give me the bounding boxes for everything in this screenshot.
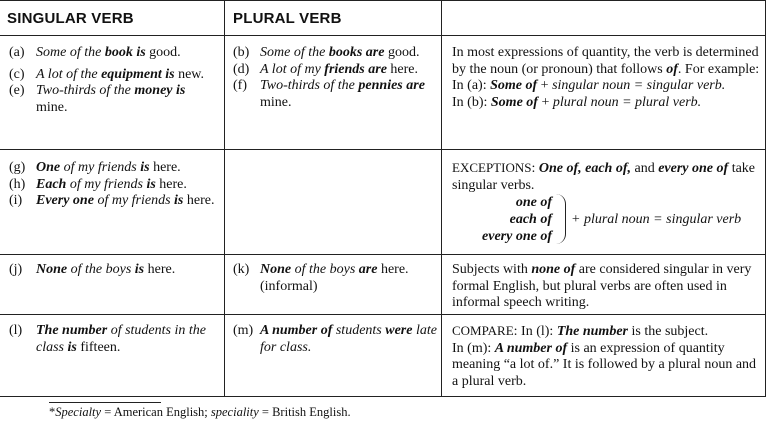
example-d	[233, 62, 433, 79]
explanation-span: is an expression of quantity meaning “a lot of.” It is followed by a plural noun and a plural verb.	[452, 340, 757, 389]
example-label: (b)	[233, 45, 250, 60]
footnote-text: = American English;	[101, 405, 211, 419]
row3-singular-cell	[9, 262, 219, 279]
explanation-span: : In (l):	[513, 324, 557, 339]
example-emphasis: money is	[134, 83, 186, 98]
example-label: (j)	[9, 262, 23, 277]
phrase-one-of: one of	[515, 195, 552, 210]
row4-plural-cell	[233, 323, 438, 356]
example-text: late for class.	[260, 323, 437, 355]
example-emphasis: One	[36, 160, 61, 175]
example-emphasis: are	[358, 262, 378, 277]
explanation-emphasis: One of, each of,	[538, 161, 631, 176]
example-emphasis: is	[146, 176, 156, 192]
rule-formula: plural noun = plural verb.	[552, 94, 702, 110]
explanation-span: is the subject.	[628, 324, 709, 339]
example-emphasis: None	[36, 262, 68, 277]
rule-a	[452, 78, 760, 95]
example-text: fifteen.	[76, 339, 121, 355]
explanation-span: In (m):	[452, 340, 495, 356]
example-text: Some of the	[260, 45, 329, 60]
exceptions-label: EXCEPTIONS	[452, 160, 532, 175]
example-emphasis: friends are	[324, 61, 387, 77]
explanation-emphasis: The number	[556, 324, 628, 339]
explanation-emphasis: every one of	[658, 161, 729, 176]
example-emphasis: Each	[36, 176, 67, 192]
singular-verb-result: + plural noun = singular verb	[571, 212, 742, 227]
example-label: (f)	[233, 78, 247, 93]
footnote-rule	[49, 402, 161, 403]
compare-detail	[452, 341, 760, 391]
example-emphasis: is	[67, 339, 77, 355]
example-emphasis: book is	[104, 45, 146, 60]
example-text: new.	[174, 66, 205, 82]
explanation-span: take singular verbs.	[452, 161, 756, 193]
example-emphasis: books are	[328, 45, 385, 60]
footnote-marker: *	[49, 405, 56, 419]
informal-note: (informal)	[260, 278, 318, 294]
example-emphasis: is	[134, 262, 145, 277]
example-label: (h)	[9, 176, 26, 192]
rule-b	[452, 95, 760, 112]
exceptions-text	[452, 160, 762, 194]
example-label: (l)	[9, 323, 23, 338]
example-text: A lot of the	[36, 66, 102, 82]
example-text: good.	[145, 45, 181, 60]
phrase-each-of: each of	[509, 212, 552, 227]
example-h	[9, 177, 219, 194]
compare-label: COMPARE	[452, 323, 514, 338]
footnote-term: speciality	[210, 405, 259, 419]
explanation-span: . For example:	[677, 61, 760, 77]
header-plural-verb: PLURAL VERB	[233, 10, 342, 27]
example-text: here.	[377, 262, 409, 277]
row2-singular-cell	[9, 160, 219, 210]
rule-emphasis: Some of	[490, 78, 538, 93]
example-f	[233, 78, 433, 111]
row-divider	[0, 254, 766, 255]
column-divider	[224, 0, 225, 396]
example-emphasis: is	[140, 160, 150, 175]
example-label: (d)	[233, 61, 250, 77]
example-text: of the boys	[291, 262, 359, 277]
example-text: Two-thirds of the	[36, 83, 135, 98]
example-emphasis: None	[260, 262, 292, 277]
example-text: students	[332, 323, 386, 338]
example-text: here.	[183, 193, 215, 208]
rule-span: In (b):	[452, 94, 491, 110]
grouping-brace	[553, 194, 566, 244]
explanation-span: :	[531, 161, 539, 176]
example-text: A lot of my	[260, 61, 325, 77]
compare-text	[452, 323, 760, 341]
explanation-emphasis: of	[666, 61, 678, 77]
example-emphasis: A number of	[260, 323, 333, 338]
example-label: (m)	[233, 323, 254, 338]
example-text: of my friends	[60, 160, 141, 175]
rule-span: In (a):	[452, 78, 491, 93]
example-m	[233, 323, 438, 356]
example-text: here.	[149, 160, 181, 175]
example-k	[233, 262, 438, 295]
explanation-span: In most expressions of quantity, the verb is determined by the noun (or pronoun) that follows	[452, 45, 759, 77]
row3-plural-cell	[233, 262, 438, 295]
header-singular-verb: SINGULAR VERB	[7, 10, 134, 27]
rule-span: +	[537, 94, 553, 110]
phrase-every-one-of: every one of	[482, 229, 552, 244]
example-text: here.	[155, 176, 187, 192]
row4-explanation-cell	[452, 323, 760, 390]
row2-explanation-cell	[452, 160, 762, 194]
example-g	[9, 160, 219, 177]
explanation-text	[452, 45, 760, 78]
example-l	[9, 323, 219, 356]
example-text: of my friends	[93, 193, 175, 208]
example-text: of my friends	[66, 176, 147, 192]
footnote-text: = British English.	[258, 405, 351, 419]
column-divider	[441, 0, 442, 396]
example-emphasis: equipment is	[101, 66, 175, 82]
example-text: of the boys	[67, 262, 135, 277]
example-text: mine.	[260, 94, 292, 110]
example-a	[9, 45, 219, 62]
table-bottom-border	[0, 396, 766, 397]
explanation-span: are considered singular in very formal English, but plural verbs are often used in informal speech writing.	[452, 262, 752, 310]
example-emphasis: Every one	[36, 193, 94, 208]
row4-singular-cell	[9, 323, 219, 356]
example-emphasis: is	[174, 193, 184, 208]
example-text: Two-thirds of the	[260, 78, 359, 93]
row1-explanation-cell	[452, 45, 760, 111]
example-label: (k)	[233, 262, 250, 277]
example-label: (i)	[9, 193, 23, 208]
explanation-emphasis: A number of	[494, 340, 568, 356]
row1-singular-cell	[9, 45, 219, 116]
example-c	[9, 67, 219, 84]
rule-emphasis: Some of	[490, 94, 538, 110]
row3-explanation-cell	[452, 262, 760, 312]
rule-formula: singular noun = singular verb.	[552, 78, 726, 93]
example-text: here.	[386, 61, 419, 77]
example-label: (g)	[9, 160, 26, 175]
example-j	[9, 262, 219, 279]
example-b	[233, 45, 433, 62]
footnote-term: Specialty	[55, 405, 102, 419]
explanation-span: and	[631, 161, 659, 176]
example-text: Some of the	[36, 45, 105, 60]
example-i	[9, 193, 219, 210]
explanation-emphasis: none of	[531, 262, 576, 277]
example-label: (e)	[9, 83, 25, 98]
row-divider	[0, 149, 766, 150]
table-right-border	[765, 0, 766, 396]
row-divider	[0, 314, 766, 315]
rule-span: +	[537, 78, 553, 93]
example-text: of students in the class	[36, 323, 206, 355]
example-e	[9, 83, 219, 116]
example-label: (c)	[9, 66, 25, 82]
explanation-span: Subjects with	[452, 262, 532, 277]
example-text: here.	[144, 262, 176, 277]
table-top-border	[0, 0, 766, 1]
example-label: (a)	[9, 45, 25, 60]
example-text: mine.	[36, 99, 68, 115]
example-emphasis: were	[385, 323, 413, 338]
example-emphasis: The number	[36, 323, 108, 338]
example-text: good.	[384, 45, 420, 60]
header-divider	[0, 35, 766, 36]
row1-plural-cell	[233, 45, 433, 111]
example-emphasis: pennies are	[358, 78, 425, 93]
footnote	[49, 405, 351, 420]
